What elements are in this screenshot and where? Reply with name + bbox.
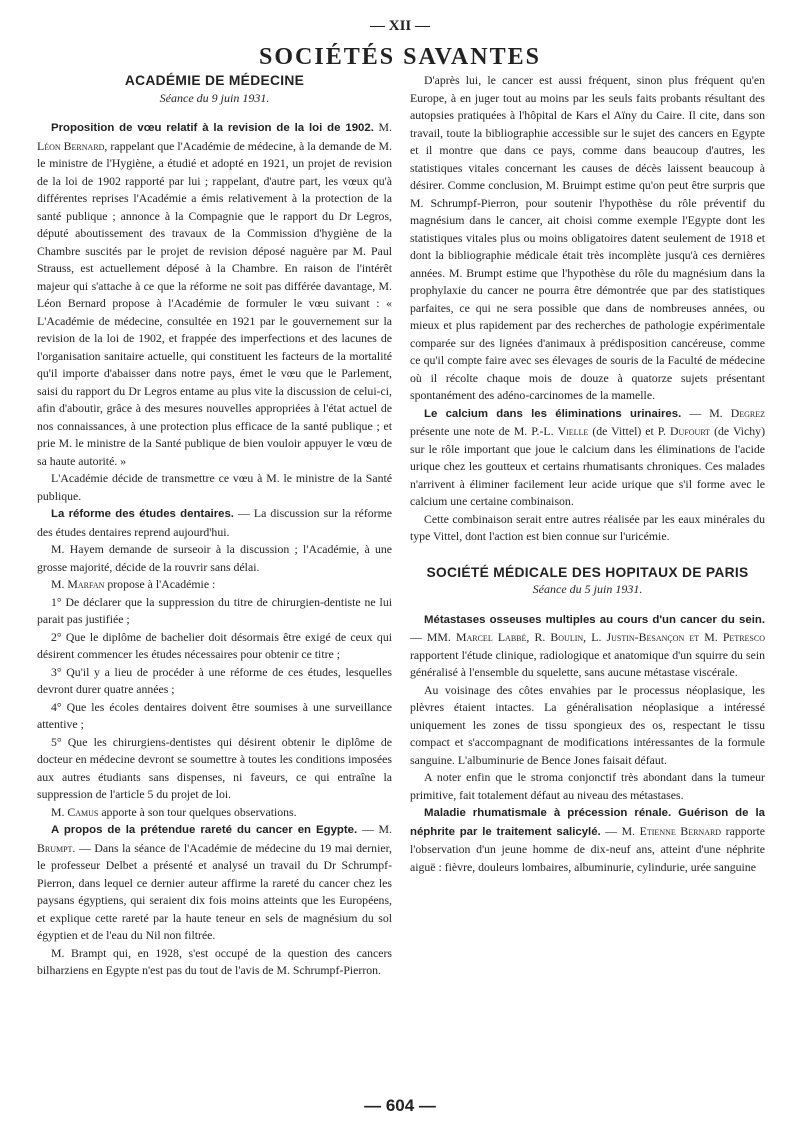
metastases-paragraph-2: Au voisinage des côtes envahies par le processus néoplasique, les plèvres étaient intactes. La généralisation néoplasique a intéressé uniquement les zones de tissu spongieux des os, respectant le tissu compact et s'accompagnant de modifications intéressantes de la formule sanguine. L'albuminurie de Bence Jones faisait défaut. bbox=[410, 682, 765, 767]
left-column bbox=[37, 72, 392, 980]
brumpt-paragraph: D'après lui, le cancer est aussi fréquent, sinon plus fréquent qu'en Europe, à en juger tout au moins par les seuls faits probants résultant des autopsies pratiquées à l'hôpital de Kars el Aïny du Caire. Il cite, dans son travail, toute la bibliographie accessible sur le sujet des cancers en Egypte et il montre que dans ce pays, comme dans beaucoup d'autres, les statistiques vitales concernant les causes de décès laissent beaucoup à désirer. Comme conclusion, M. Bruimpt estime qu'on peut être surpris que M. Schrumpf-Pierron, pour soutenir l'hypothèse du rôle préventif du magnésium dans le cancer, ait choisi comme exemple l'Egypte dont les statistiques vitales plus ou moins obligatoires datent seulement de 1918 et dont la bibliographie médicale était très incomplète jusqu'à ces dernières années. M. Brumpt estime que l'hypothèse du rôle du magnésium dans la prophylaxie du cancer ne pourra être démontrée que par des statistiques parfaites, ce qui ne sera possible que dans de nombreuses années, ou mieux et plus rapidement par des recherches de pathologie expérimentale comparée sur des lignées d'animaux à prédisposition cancéreuse, comme ce qu'il compte faire avec ses élevages de souris de la Faculté de médecine où il récolte chaque mois de douze à quatorze sujets présentant spontanément des adéno-carcinomes de la mamelle. bbox=[410, 73, 765, 402]
right-column bbox=[410, 72, 765, 876]
hopitaux-seance: Séance du 5 juin 1931. bbox=[532, 582, 643, 596]
reforme-heading: La réforme des études dentaires. bbox=[51, 508, 234, 520]
calcium-text: — M. bbox=[681, 405, 731, 420]
cancer-paragraph bbox=[37, 821, 392, 945]
calcium-heading: Le calcium dans les éliminations urinaires. bbox=[424, 407, 682, 420]
list-item: 3° Qu'il y a lieu de procéder à une réforme de ces études, lesquelles devront durer quatre années ; bbox=[37, 664, 392, 696]
maladie-author: — M. Etienne Bernard bbox=[600, 823, 722, 838]
camus-paragraph bbox=[37, 804, 392, 822]
page-roman-number: — XII — bbox=[369, 18, 430, 34]
page-number: — 604 — bbox=[364, 1096, 436, 1115]
list-item: 4° Que les écoles dentaires doivent être soumises à une surveillance attentive ; bbox=[37, 699, 392, 731]
dufourt-name: Dufourt bbox=[670, 424, 711, 438]
camus-author: M. Camus bbox=[51, 804, 99, 819]
proposition-text: rappelant que l'Académie de médecine, à la demande de M. le ministre de l'Hygiène, a étudié et adopté en 1921, un projet de revision de la loi de 1902 rapporté par lui ; rappelant, d'autre part, les vœux qu'à différentes reprises l'Académie a émis relativement à la protection de la santé publique ; annonce à la Compagnie que le rapport du Dr Legros, député aboutissement des travaux de la Commission d'hygiène de la Chambre suscités par le projet de revision déposé naguère par M. Paul Strauss, est actuellement déposé à la Chambre. En raison de l'intérêt majeur qui s'attache à ce que la réforme ne soit pas différée davantage, M. Léon Bernard propose à l'Académie de formuler le vœu suivant : « L'Académie de médecine, consultée en 1921 par le gouvernement sur la revision de la loi de 1902, et frappée des imperfections et des lacunes de l'organisation sanitaire actuelle, qui constituent les facteurs de la mortalité qu'il importe d'abaisser dans notre pays, émet le vœu que le Parlement, saisi du rapport du Dr Legros entame au plus vite la discussion de celui-ci, afin d'aboutir, grâce à des mesures nouvelles appropriées à l'état actuel de nos connaissances, à une protection plus efficace de la santé publique ; et prie M. le ministre de la Santé publique de bien vouloir appuyer le vœu de sa haute autorité. » bbox=[37, 138, 392, 468]
marfan-text: propose à l'Académie : bbox=[104, 577, 216, 591]
academie-seance: Séance du 9 juin 1931. bbox=[159, 90, 270, 105]
maladie-paragraph bbox=[410, 804, 765, 876]
cancer-heading: A propos de la prétendue rareté du cancer en Egypte. bbox=[51, 824, 358, 836]
hopitaux-title: SOCIÉTÉ MÉDICALE DES HOPITAUX DE PARIS bbox=[426, 564, 749, 580]
camus-text: apporte à son tour quelques observations. bbox=[98, 804, 297, 819]
calcium-combination: Cette combinaison serait entre autres réalisée par les eaux minérales du type Vittel, dont l'action est bien connue sur l'uricémie. bbox=[410, 511, 765, 543]
brampt-paragraph: M. Brampt qui, en 1928, s'est occupé de la question des cancers bilharziens en Egypte n'est pas du tout de l'avis de M. Schrumpf-Pierron. bbox=[37, 945, 392, 977]
metastases-paragraph-3: A noter enfin que le stroma conjonctif très abondant dans la tumeur primitive, fait totalement défaut au niveau des métastases. bbox=[410, 770, 765, 802]
calcium-text: (de Vichy) sur le rôle important que joue le calcium dans les éliminations de l'acide urique chez les goutteux et certains rhumatisants chroniques. Ces malades n'arrivent à éliminer facilement leur acide urique que s'il forme avec le calcium une certaine combinaison. bbox=[410, 424, 765, 508]
calcium-author: Degrez bbox=[730, 405, 765, 420]
calcium-paragraph bbox=[410, 405, 765, 511]
metastases-paragraph bbox=[410, 611, 765, 682]
vielle-name: Vielle bbox=[557, 424, 589, 438]
list-item: 1° De déclarer que la suppression du titre de chirurgien-dentiste ne lui parait pas justifiée ; bbox=[37, 594, 392, 626]
metastases-text: rapportent l'étude clinique, radiologique et anatomique d'un squirre du sein généralisé à l'ensemble du squelette, sans aucune métastase viscérale. bbox=[410, 647, 765, 679]
marfan-author: M. Marfan bbox=[51, 577, 105, 591]
academie-title: ACADÉMIE DE MÉDECINE bbox=[124, 73, 305, 88]
page-title: SOCIÉTÉS SAVANTES bbox=[259, 44, 541, 70]
calcium-text: présente une note de M. P.-L. bbox=[410, 424, 558, 438]
proposition-paragraph bbox=[37, 119, 392, 470]
marfan-paragraph bbox=[37, 576, 392, 594]
maladie-heading: Maladie rhumatismale à précession rénale. Guérison de la néphrite par le traitement salicylé. bbox=[410, 807, 765, 838]
metastases-heading: Métastases osseuses multiples au cours d'un cancer du sein. bbox=[424, 613, 765, 626]
hayem-paragraph: M. Hayem demande de surseoir à la discussion ; l'Académie, à une grosse majorité, décide de la rouvrir sans délai. bbox=[37, 542, 392, 574]
list-item: 5° Que les chirurgiens-dentistes qui désirent obtenir le diplôme de docteur en médecine devront se soumettre à toutes les conditions imposées aux autres étudiants sans dispenses, ni faveurs, ce qui entraîne la suppression de l'article 5 du projet de loi. bbox=[37, 734, 392, 801]
reforme-text: — La discussion sur la réforme des études dentaires reprend aujourd'hui. bbox=[37, 506, 392, 539]
list-item: 2° Que le diplôme de bachelier doit désormais être exigé de ceux qui désirent commencer les études nécessaires pour obtenir ce titre ; bbox=[37, 629, 392, 661]
maladie-text: rapporte l'observation d'un jeune homme de dix-neuf ans, atteint d'une néphrite aiguë : fièvre, douleurs lombaires, albuminurie, cylindurie, urée sanguine bbox=[410, 823, 765, 874]
cancer-text: — Dans la séance de l'Académie de médecine du 19 mai dernier, le professeur Delbet a présenté et analysé un travail du Dr Schrumpf-Pierron, dans lequel ce dernier auteur affirme la rareté du cancer chez les paysans égyptiens, qui seraient dix fois moins atteints que les Européens, et explique cette rareté par la haute teneur en sels de magnésium du sol égyptien et de l'eau du Nil non filtrée. bbox=[37, 840, 392, 942]
metastases-authors: — MM. Marcel Labbé, R. Boulin, L. Justin-Besançon et M. Petresco bbox=[410, 630, 765, 644]
proposition-author: M. Léon Bernard, bbox=[37, 120, 392, 153]
proposition-decision: L'Académie décide de transmettre ce vœu à M. le ministre de la Santé publique. bbox=[37, 471, 392, 503]
proposition-heading: Proposition de vœu relatif à la revision de la loi de 1902. bbox=[51, 122, 374, 134]
calcium-text: (de Vittel) et P. bbox=[588, 424, 671, 438]
cancer-author: — M. Brumpt. bbox=[37, 822, 392, 855]
reforme-paragraph bbox=[37, 505, 392, 541]
